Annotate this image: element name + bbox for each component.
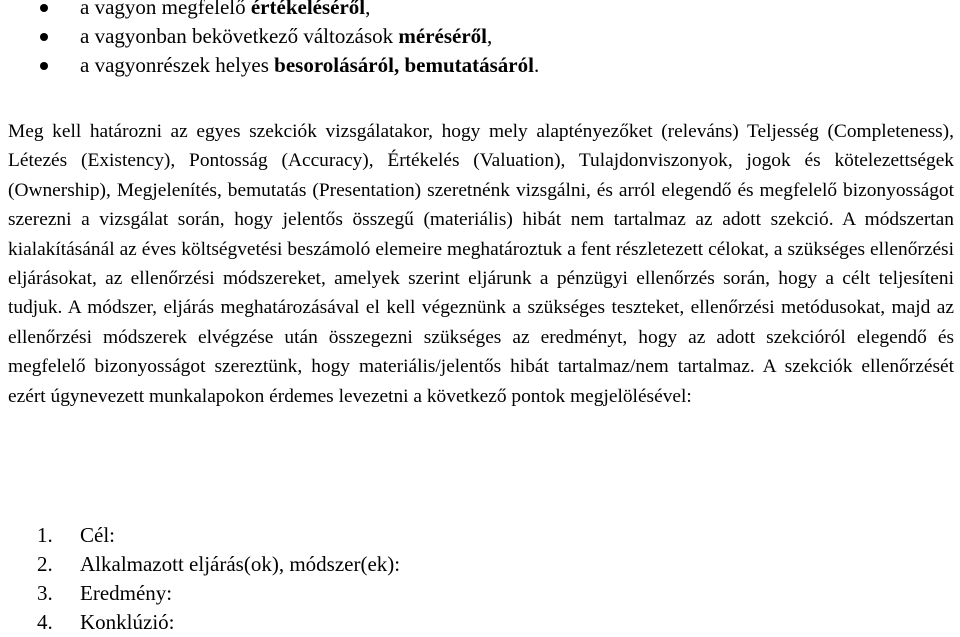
bullet-dot-icon	[40, 33, 48, 41]
numbered-index: 3.	[37, 581, 53, 605]
bullet-punctuation: ,	[365, 0, 371, 19]
numbered-item	[0, 608, 960, 637]
numbered-list	[0, 521, 960, 637]
bullet-dot-icon	[40, 62, 48, 70]
numbered-item	[0, 550, 960, 579]
bullet-item	[0, 51, 960, 80]
bullet-list	[0, 0, 960, 80]
numbered-label: Cél:	[80, 523, 115, 547]
bullet-bold-text: értékeléséről	[250, 0, 366, 19]
numbered-item	[0, 521, 960, 550]
numbered-label: Konklúzió:	[80, 610, 175, 634]
bullet-bold-text: méréséről	[398, 24, 487, 48]
body-paragraph: Meg kell határozni az egyes szekciók vizsgálatakor, hogy mely alaptényezőket (releváns) Teljesség (Completeness), Létezés (Existency), Pontosság (Accuracy), Értékelés (Valuation), Tulajdonviszonyok, jogok és kötelezettségek (Ownership), Megjelenítés, bemutatás (Presentation) szeretnénk vizsgálni, és arról elegendő és megfelelő bizonyosságot szerezni a vizsgálat során, hogy jelentős összegű (materiális) hibát nem tartalmaz az adott szekció. A módszertan kialakításánál az éves költségvetési beszámoló elemeire meghatároztuk a fent részletezett célokat, a szükséges ellenőrzési eljárásokat, az ellenőrzési módszereket, amelyek szerint eljárunk a pénzügyi ellenőrzés során, hogy a célt teljesíteni tudjuk. A módszer, eljárás meghatározásával el kell végeznünk a szükséges teszteket, ellenőrzési metódusokat, majd az ellenőrzési módszerek elvégzése után összegezni szükséges az eredményt, hogy az adott szekcióról elegendő és megfelelő bizonyosságot szereztünk, hogy materiális/jelentős hibát tartalmaz/nem tartalmaz. A szekciók ellenőrzését ezért úgynevezett munkalapokon érdemes levezetni a következő pontok megjelölésével:	[8, 121, 954, 407]
bullet-text: a vagyonban bekövetkező változások	[80, 24, 399, 48]
numbered-label: Eredmény:	[80, 581, 173, 605]
numbered-label: Alkalmazott eljárás(ok), módszer(ek):	[80, 552, 401, 576]
numbered-index: 4.	[37, 610, 53, 634]
bullet-text: a vagyonrészek helyes	[80, 53, 275, 77]
numbered-index: 2.	[37, 552, 53, 576]
bullet-bold-text: besorolásáról, bemutatásáról	[274, 53, 534, 77]
numbered-index: 1.	[37, 523, 53, 547]
bullet-item	[0, 22, 960, 51]
bullet-punctuation: ,	[487, 24, 493, 48]
bullet-item	[0, 0, 960, 22]
bullet-punctuation: .	[533, 53, 540, 77]
numbered-item	[0, 579, 960, 608]
bullet-dot-icon	[40, 4, 48, 12]
bullet-text: a vagyon megfelelő	[80, 0, 251, 19]
